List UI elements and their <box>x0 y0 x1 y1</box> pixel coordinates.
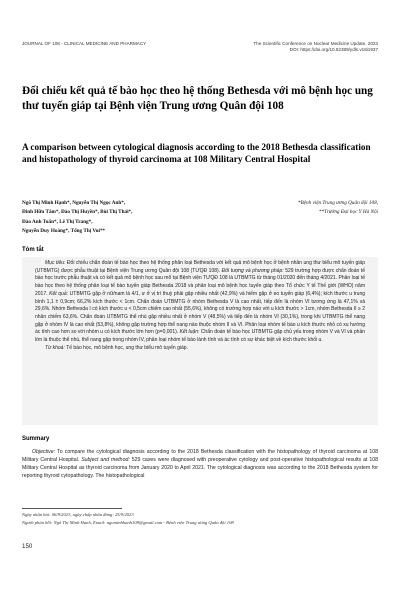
keywords <box>35 345 365 353</box>
abstract-box <box>22 257 378 425</box>
title-vietnamese: Đối chiếu kết quả tế bào học theo hệ thống Bethesda với mô bệnh học ung thư tuyến giáp tại Bệnh viện Trung ương Quân đội 108 <box>22 85 373 112</box>
summary-method-label: Subject and method: <box>81 456 130 463</box>
method-text: 529 trường hợp được chẩn đoán tế bào học trước phẫu thuật và có kết quả mô bệnh học sau mổ tại Bệnh viện TƯQĐ 108 là UTBMTG từ tháng 01/2020 đến tháng 4/2021. Phân loại tế bào học theo hệ thống phân loại tế bào tuyến giáp Bethesda 2018 và phân loại mô bệnh học tuyến giáp theo Tổ chức Y tế Thế giới (WHO) năm 2017. <box>35 267 365 297</box>
conclusion-text: Chẩn đoán tế bào học UTBMTG gặp chủ yếu trong nhóm V và VI và phần lớn là thuộc thể nhú, thể nang gặp trong nhóm IV, phân loại nhóm tế bào lành tính và ác tính có sự khác biệt về kích thước khối u. <box>35 329 366 344</box>
page-number: 150 <box>22 543 33 550</box>
conference-name: The Scientific Conference on Nuclear Medicine Update, 2023 <box>253 41 378 46</box>
summary-text <box>22 449 378 481</box>
result-label: Kết quả: <box>49 290 69 297</box>
author-line: Nguyễn Duy Hoàng*, Tống Thị Vui** <box>22 228 106 235</box>
abstract-text <box>35 260 365 345</box>
conclusion-label: Kết luận: <box>179 329 200 336</box>
affiliations <box>252 199 378 218</box>
keywords-label: Từ khoá: <box>45 344 65 351</box>
summary-objective-label: Objective: <box>32 449 56 455</box>
method-label: Đối tượng và phương pháp: <box>221 267 284 274</box>
doi-link[interactable]: DOI: https://doi.org/10.52389/ydls.v18i1937 <box>289 47 378 52</box>
author-line: Ngô Thị Minh Hạnh*, Nguyễn Thị Ngọc Anh*, <box>22 200 126 206</box>
abstract-heading: Tóm tắt <box>22 247 44 253</box>
affiliation-line: *Bệnh viện Trung ương Quân đội 108, <box>297 200 378 206</box>
received-date: Ngày nhận bài: 06/9/2023, ngày chấp nhận đăng: 25/9/2023 <box>22 512 134 517</box>
result-text: UTBMTG gặp ở nữ/nam là 4/1, ư ở vị trí thuỳ phải gặp nhiều nhất (42,9%) và hiếm gặp ở eo tuyến giáp (6,4%); kích thước u trung bình 1,1 ± 0,9cm; 66,2% kích thước < 1cm. Chẩn đoán UTBMTG ở nhóm Bethesda V là cao nhất, tiếp đến là nhóm VI tương ứng là 47,1% và 29,6%. Nhóm Bethesda I có kích thước u < 0,5cm chiếm cao nhất (55,6%), không có trường hợp nào với u kích thước > 1cm, nhóm Bethesda II ≥ 2 nhân chiếm 63,6%. Chẩn đoán UTBMTG thể nhú gặp nhiều nhất ở nhóm V (48,5%) và tiếp đến là nhóm VI (30,1%), trong khi UTBMTG thể nang gặp ở nhóm IV là cao nhất (53,8%), không gặp trường hợp thể nang nào thuộc nhóm II và VI. Phân loại nhóm tế bào u kích thước nhỏ có xu hướng ác tính cao hơn so với nhóm u có kích thước lớn hơn (p=0,001). <box>35 290 366 336</box>
footnote-divider <box>22 508 122 509</box>
summary-method-text: 529 cases were diagnosed with preoperative cytology and post-operative histopathological results at 108 Military Central Hospital as thyroid carcinoma from January 2020 to April 2021. The cytological diagnosis was according to the 2018 Bethesda system for reporting thyroid cytopathology. The histopathological <box>22 456 378 479</box>
journal-name: JOURNAL OF 108 - CLINICAL MEDICINE AND PHARMACY <box>22 41 147 46</box>
corresponding-author: Người phản hồi: Ngô Thị Minh Hạnh, Email: ngominhhanh108@gmail.com - Bệnh viện Trung ương Quân đội 108 <box>22 520 234 525</box>
header-right <box>253 41 378 53</box>
footnotes <box>22 511 378 527</box>
summary-heading: Summary <box>22 436 50 442</box>
summary-objective-text: To compare the cytological diagnosis according to the 2018 Bethesda classification with the histopathology of thyroid carcinoma at 108 Military Central Hospital. <box>22 449 378 463</box>
objective-label: Mục tiêu: <box>45 260 66 266</box>
author-list <box>22 199 244 237</box>
title-english: A comparison between cytological diagnosis according to the 2018 Bethesda classification and histopathology of thyroid carcinoma at 108 Military Central Hospital <box>22 142 371 165</box>
author-line: Đào Anh Tuấn*, Lê Thị Trang*, <box>22 218 93 225</box>
keywords-text: Tế bào học, mô bệnh học, ung thư biểu mô tuyến giáp. <box>66 344 188 351</box>
affiliation-line: **Trường Đại học Y Hà Nội <box>318 209 378 216</box>
objective-text: Đối chiếu chẩn đoán tế bào học theo hệ thống phân loại Bethesda với kết quả mô bệnh học ở bệnh nhân ung thư biểu mô tuyến giáp (UTBMTG) được phẫu thuật tại Bệnh viện Trung ương Quân đội 108 (TƯQĐ 108). <box>35 260 365 274</box>
author-line: Đinh Hữu Tâm*, Đào Thị Huyền*, Bùi Thị Thái*, <box>22 209 133 216</box>
